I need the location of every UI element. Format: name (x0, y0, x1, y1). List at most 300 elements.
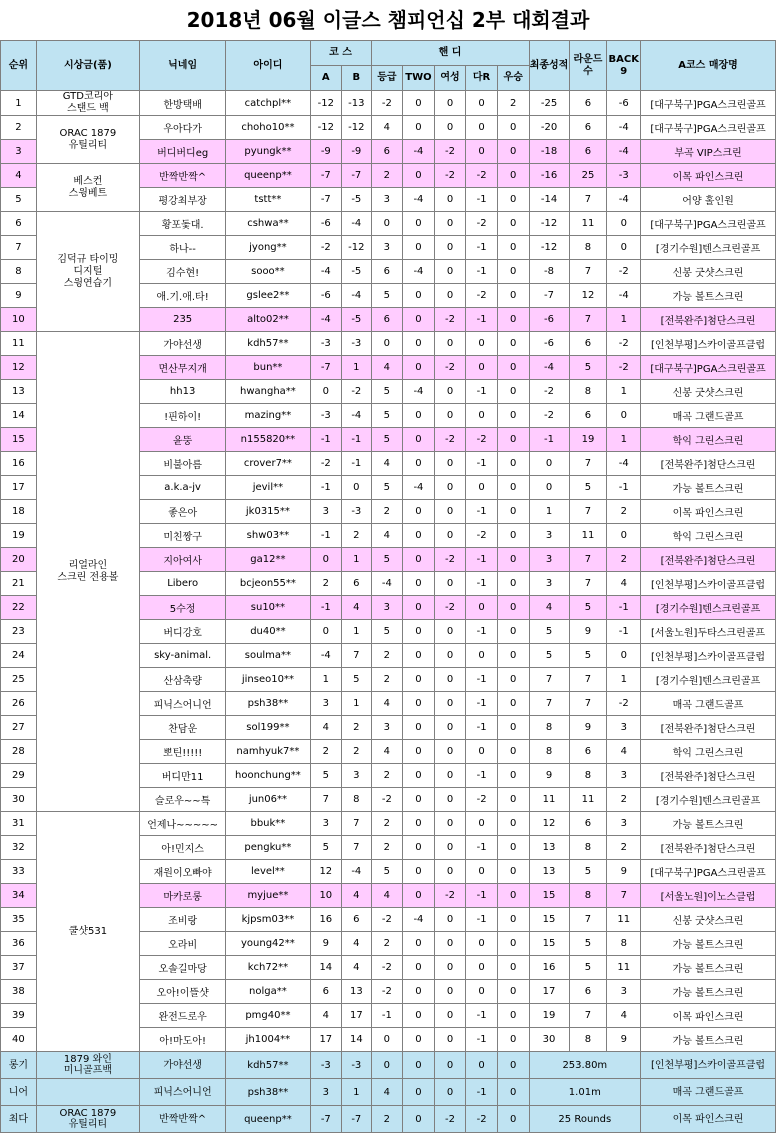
cell-female: 0 (434, 212, 466, 236)
cell-rank: 38 (1, 980, 37, 1004)
cell-grade: 2 (371, 836, 403, 860)
cell-rank: 11 (1, 332, 37, 356)
cell-dr: 0 (466, 956, 498, 980)
cell-female: 0 (434, 692, 466, 716)
cell-user-id: cshwa** (226, 212, 310, 236)
cell-course-b: -4 (342, 860, 371, 884)
cell-user-id: bbuk** (226, 812, 310, 836)
cell-grade: 2 (371, 668, 403, 692)
cell-rounds: 7 (569, 308, 607, 332)
cell-rounds: 12 (569, 284, 607, 308)
cell-dr: 0 (466, 812, 498, 836)
cell-final: 17 (529, 980, 569, 1004)
cell-rounds: 11 (569, 788, 607, 812)
cell-female: 0 (434, 284, 466, 308)
cell-user-id: bun** (226, 356, 310, 380)
cell-course-b: 7 (342, 836, 371, 860)
cell-grade: 4 (371, 452, 403, 476)
cell-course-a: 3 (310, 692, 342, 716)
cell-nickname: 우아다가 (139, 116, 225, 140)
cell-female: -2 (434, 1106, 466, 1133)
cell-win: 0 (497, 116, 529, 140)
cell-course-b: 14 (342, 1028, 371, 1052)
table-row (1, 91, 776, 116)
cell-rank: 4 (1, 164, 37, 188)
cell-two: 0 (403, 452, 435, 476)
cell-female: 0 (434, 452, 466, 476)
cell-grade: 2 (371, 644, 403, 668)
cell-two: 0 (403, 524, 435, 548)
cell-female: 0 (434, 500, 466, 524)
cell-b: -3 (342, 1052, 371, 1079)
cell-dr: 0 (466, 356, 498, 380)
cell-two: 0 (403, 284, 435, 308)
cell-nickname: 5수정 (139, 596, 225, 620)
cell-female: 0 (434, 812, 466, 836)
cell-nickname: 오라비 (139, 932, 225, 956)
cell-rounds: 8 (569, 1028, 607, 1052)
cell-user-id: pengku** (226, 836, 310, 860)
header-grade: 등급 (371, 66, 403, 91)
cell-course-a: 0 (310, 620, 342, 644)
cell-course-b: 4 (342, 956, 371, 980)
cell-final: -2 (529, 380, 569, 404)
cell-user-id: choho10** (226, 116, 310, 140)
cell-store: [경기수원]텐스크린골프 (641, 668, 776, 692)
cell-two: 0 (403, 620, 435, 644)
cell-final: -14 (529, 188, 569, 212)
cell-rounds: 8 (569, 884, 607, 908)
cell-win: 0 (497, 356, 529, 380)
cell-rank: 12 (1, 356, 37, 380)
cell-nickname: 마카로롱 (139, 884, 225, 908)
header-win: 우승 (497, 66, 529, 91)
cell-a: -7 (310, 1106, 342, 1133)
cell-dr: -1 (466, 308, 498, 332)
cell-female: 0 (434, 740, 466, 764)
cell-award-result: 1.01m (529, 1079, 641, 1106)
cell-store: 학익 그린스크린 (641, 740, 776, 764)
cell-final: 19 (529, 1004, 569, 1028)
cell-store: 매곡 그랜드골프 (641, 692, 776, 716)
cell-two: 0 (403, 884, 435, 908)
cell-prize: GTD코리아 스탠드 백 (36, 91, 139, 116)
cell-store: 가능 볼트스크린 (641, 956, 776, 980)
header-rank: 순위 (1, 41, 37, 91)
cell-female: -2 (434, 884, 466, 908)
table-row (1, 164, 776, 188)
cell-store: [전북완주]첨단스크린 (641, 716, 776, 740)
cell-grade: 4 (371, 884, 403, 908)
cell-dr: -2 (466, 164, 498, 188)
cell-dr: -1 (466, 380, 498, 404)
cell-two: -4 (403, 140, 435, 164)
header-dr: 다R (466, 66, 498, 91)
cell-rounds: 6 (569, 980, 607, 1004)
cell-dr: -1 (466, 452, 498, 476)
cell-rounds: 7 (569, 908, 607, 932)
cell-female: 0 (434, 956, 466, 980)
cell-rounds: 5 (569, 476, 607, 500)
cell-grade: 6 (371, 308, 403, 332)
cell-female: 0 (434, 116, 466, 140)
cell-prize (36, 1079, 139, 1106)
cell-store: 매곡 그랜드골프 (641, 1079, 776, 1106)
cell-nickname: 슬로우~~특 (139, 788, 225, 812)
cell-two: 0 (403, 236, 435, 260)
cell-female: 0 (434, 668, 466, 692)
cell-nickname: 버디만11 (139, 764, 225, 788)
cell-course-b: 4 (342, 596, 371, 620)
cell-win: 0 (497, 212, 529, 236)
cell-course-b: -5 (342, 188, 371, 212)
cell-back9: -2 (607, 356, 641, 380)
cell-rounds: 6 (569, 812, 607, 836)
cell-course-a: 2 (310, 572, 342, 596)
cell-rank: 15 (1, 428, 37, 452)
cell-prize: 1879 와인 미니골프백 (36, 1052, 139, 1079)
cell-rounds: 5 (569, 956, 607, 980)
cell-course-b: 17 (342, 1004, 371, 1028)
cell-rank: 28 (1, 740, 37, 764)
cell-final: -20 (529, 116, 569, 140)
cell-store: 부곡 VIP스크린 (641, 140, 776, 164)
cell-back9: 2 (607, 548, 641, 572)
cell-nickname: 조비랑 (139, 908, 225, 932)
cell-user-id: tstt** (226, 188, 310, 212)
cell-user-id: alto02** (226, 308, 310, 332)
cell-user-id: myjue** (226, 884, 310, 908)
cell-female: -2 (434, 140, 466, 164)
cell-two: 0 (403, 500, 435, 524)
cell-grade: 3 (371, 716, 403, 740)
cell-dr: -1 (466, 1079, 498, 1106)
cell-female: 0 (434, 788, 466, 812)
cell-rounds: 7 (569, 668, 607, 692)
cell-nickname: 한방택배 (139, 91, 225, 116)
cell-back9: 2 (607, 788, 641, 812)
header-female: 여성 (434, 66, 466, 91)
cell-rounds: 11 (569, 524, 607, 548)
cell-dr: -1 (466, 884, 498, 908)
cell-win: 0 (497, 308, 529, 332)
cell-rounds: 5 (569, 596, 607, 620)
cell-rounds: 7 (569, 500, 607, 524)
cell-rounds: 9 (569, 620, 607, 644)
cell-nickname: a.k.a-jv (139, 476, 225, 500)
cell-nickname: 재원이오빠야 (139, 860, 225, 884)
cell-nickname: 가야선생 (139, 332, 225, 356)
cell-final: 7 (529, 668, 569, 692)
cell-win: 0 (497, 836, 529, 860)
cell-user-id: sooo** (226, 260, 310, 284)
cell-win: 0 (497, 980, 529, 1004)
cell-user-id: young42** (226, 932, 310, 956)
cell-user-id: jk0315** (226, 500, 310, 524)
cell-rounds: 11 (569, 212, 607, 236)
cell-dr: -1 (466, 572, 498, 596)
cell-rounds: 7 (569, 188, 607, 212)
special-award-row (1, 1079, 776, 1106)
cell-user-id: hoonchung** (226, 764, 310, 788)
cell-rounds: 6 (569, 116, 607, 140)
header-course-a: A (310, 66, 342, 91)
cell-rank: 23 (1, 620, 37, 644)
cell-grade: 5 (371, 476, 403, 500)
header-handicap: 핸 디 (371, 41, 529, 66)
cell-course-a: -1 (310, 596, 342, 620)
cell-dr: 0 (466, 140, 498, 164)
cell-nickname: Libero (139, 572, 225, 596)
cell-store: [서울노원]이노스클럽 (641, 884, 776, 908)
cell-prize: 쿨샷531 (36, 812, 139, 1052)
cell-nickname: 오솔길마당 (139, 956, 225, 980)
cell-store: [서울노원]두타스크린골프 (641, 620, 776, 644)
cell-rank: 8 (1, 260, 37, 284)
cell-course-b: -2 (342, 380, 371, 404)
cell-course-a: 14 (310, 956, 342, 980)
cell-dr: 0 (466, 596, 498, 620)
cell-rounds: 6 (569, 740, 607, 764)
cell-course-a: 6 (310, 980, 342, 1004)
cell-store: 매곡 그랜드골프 (641, 404, 776, 428)
cell-win: 0 (497, 1079, 529, 1106)
cell-user-id: jh1004** (226, 1028, 310, 1052)
cell-award-label: 롱기 (1, 1052, 37, 1079)
cell-win: 0 (497, 596, 529, 620)
cell-rounds: 8 (569, 764, 607, 788)
cell-rank: 32 (1, 836, 37, 860)
cell-final: 7 (529, 692, 569, 716)
table-row (1, 812, 776, 836)
cell-dr: -2 (466, 428, 498, 452)
cell-dr: -1 (466, 668, 498, 692)
cell-user-id: kdh57** (226, 332, 310, 356)
cell-course-b: -3 (342, 500, 371, 524)
cell-course-b: -5 (342, 260, 371, 284)
cell-grade: 6 (371, 140, 403, 164)
cell-prize: 김덕규 타이밍 디지털 스윙연습기 (36, 212, 139, 332)
cell-award-label: 최다 (1, 1106, 37, 1133)
cell-female: -2 (434, 164, 466, 188)
cell-prize: ORAC 1879 유틸리티 (36, 1106, 139, 1133)
cell-nickname: hh13 (139, 380, 225, 404)
cell-win: 0 (497, 500, 529, 524)
cell-back9: -2 (607, 332, 641, 356)
cell-female: 0 (434, 932, 466, 956)
cell-female: 0 (434, 1079, 466, 1106)
cell-user-id: jevil** (226, 476, 310, 500)
cell-two: 0 (403, 308, 435, 332)
cell-win: 0 (497, 140, 529, 164)
cell-grade: 5 (371, 404, 403, 428)
cell-grade: 2 (371, 500, 403, 524)
header-id: 아이디 (226, 41, 310, 91)
cell-back9: -4 (607, 116, 641, 140)
cell-id: kdh57** (226, 1052, 310, 1079)
cell-nickname: 면산무지개 (139, 356, 225, 380)
cell-rank: 37 (1, 956, 37, 980)
cell-win: 2 (497, 91, 529, 116)
cell-win: 0 (497, 404, 529, 428)
cell-final: 30 (529, 1028, 569, 1052)
cell-course-b: -12 (342, 236, 371, 260)
cell-grade: 0 (371, 332, 403, 356)
cell-store: 신봉 굿샷스크린 (641, 380, 776, 404)
cell-nickname: 산삼축량 (139, 668, 225, 692)
cell-course-a: -1 (310, 428, 342, 452)
cell-course-a: 3 (310, 500, 342, 524)
cell-course-b: 2 (342, 524, 371, 548)
page-title: 2018년 06월 이글스 챔피언십 2부 대회결과 (186, 8, 590, 32)
cell-user-id: su10** (226, 596, 310, 620)
cell-course-b: -1 (342, 428, 371, 452)
cell-rank: 29 (1, 764, 37, 788)
cell-grade: 4 (371, 692, 403, 716)
cell-final: -18 (529, 140, 569, 164)
cell-user-id: bcjeon55** (226, 572, 310, 596)
cell-nickname: 뽀틴!!!!! (139, 740, 225, 764)
cell-final: 15 (529, 932, 569, 956)
cell-nickname: 황포돛대. (139, 212, 225, 236)
cell-rounds: 7 (569, 548, 607, 572)
cell-dr: -1 (466, 500, 498, 524)
cell-store: 가능 볼트스크린 (641, 932, 776, 956)
cell-nickname: 언제나~~~~~ (139, 812, 225, 836)
cell-final: 15 (529, 908, 569, 932)
cell-female: 0 (434, 524, 466, 548)
cell-win: 0 (497, 644, 529, 668)
cell-rounds: 6 (569, 404, 607, 428)
cell-store: 신봉 굿샷스크린 (641, 908, 776, 932)
cell-female: 0 (434, 860, 466, 884)
cell-dr: 0 (466, 644, 498, 668)
cell-store: 가능 볼트스크린 (641, 476, 776, 500)
cell-nickname: 버디버디eg (139, 140, 225, 164)
cell-rank: 35 (1, 908, 37, 932)
cell-final: -25 (529, 91, 569, 116)
cell-dr: -1 (466, 716, 498, 740)
cell-course-a: -3 (310, 404, 342, 428)
cell-female: 0 (434, 1004, 466, 1028)
cell-grade: 4 (371, 1079, 403, 1106)
cell-rounds: 7 (569, 452, 607, 476)
cell-rank: 39 (1, 1004, 37, 1028)
cell-id: queenp** (226, 1106, 310, 1133)
cell-win: 0 (497, 860, 529, 884)
cell-back9: 11 (607, 908, 641, 932)
cell-female: 0 (434, 260, 466, 284)
cell-course-a: 0 (310, 548, 342, 572)
cell-user-id: level** (226, 860, 310, 884)
cell-rank: 1 (1, 91, 37, 116)
cell-grade: 3 (371, 188, 403, 212)
cell-course-a: 12 (310, 860, 342, 884)
cell-dr: -1 (466, 908, 498, 932)
cell-two: 0 (403, 1028, 435, 1052)
cell-final: -4 (529, 356, 569, 380)
cell-course-a: -7 (310, 164, 342, 188)
cell-store: [대구북구]PGA스크린골프 (641, 212, 776, 236)
cell-win: 0 (497, 908, 529, 932)
cell-course-a: 1 (310, 668, 342, 692)
cell-grade: -2 (371, 980, 403, 1004)
cell-store: 가능 볼트스크린 (641, 980, 776, 1004)
cell-nickname: 미친짱구 (139, 524, 225, 548)
cell-female: 0 (434, 476, 466, 500)
cell-course-b: 6 (342, 908, 371, 932)
cell-female: 0 (434, 332, 466, 356)
cell-rank: 7 (1, 236, 37, 260)
cell-course-a: -3 (310, 332, 342, 356)
cell-back9: 3 (607, 764, 641, 788)
cell-two: 0 (403, 812, 435, 836)
cell-dr: -1 (466, 1004, 498, 1028)
cell-female: 0 (434, 1028, 466, 1052)
cell-rank: 40 (1, 1028, 37, 1052)
cell-final: 13 (529, 836, 569, 860)
cell-nickname: 찬담운 (139, 716, 225, 740)
cell-grade: 3 (371, 596, 403, 620)
cell-dr: -1 (466, 692, 498, 716)
cell-two: 0 (403, 956, 435, 980)
cell-grade: 2 (371, 164, 403, 188)
cell-course-b: 1 (342, 548, 371, 572)
cell-two: 0 (403, 1004, 435, 1028)
cell-back9: 2 (607, 500, 641, 524)
cell-course-b: 1 (342, 692, 371, 716)
cell-final: 9 (529, 764, 569, 788)
cell-two: 0 (403, 788, 435, 812)
cell-grade: 5 (371, 548, 403, 572)
cell-back9: 9 (607, 1028, 641, 1052)
cell-back9: -3 (607, 164, 641, 188)
cell-store: 신봉 굿샷스크린 (641, 260, 776, 284)
cell-back9: -2 (607, 260, 641, 284)
cell-award-result: 25 Rounds (529, 1106, 641, 1133)
cell-rank: 5 (1, 188, 37, 212)
cell-rounds: 5 (569, 356, 607, 380)
cell-course-a: -2 (310, 452, 342, 476)
cell-win: 0 (497, 932, 529, 956)
cell-store: [경기수원]텐스크린골프 (641, 596, 776, 620)
cell-two: 0 (403, 91, 435, 116)
cell-dr: 0 (466, 116, 498, 140)
cell-back9: -4 (607, 140, 641, 164)
header-back9: BACK9 (607, 41, 641, 91)
cell-course-a: 4 (310, 1004, 342, 1028)
cell-course-a: -4 (310, 260, 342, 284)
cell-user-id: jun06** (226, 788, 310, 812)
cell-course-a: 17 (310, 1028, 342, 1052)
cell-user-id: jyong** (226, 236, 310, 260)
cell-two: 0 (403, 596, 435, 620)
cell-dr: -2 (466, 788, 498, 812)
cell-store: [인천부평]스카이골프클럽 (641, 332, 776, 356)
cell-win: 0 (497, 524, 529, 548)
cell-rank: 34 (1, 884, 37, 908)
cell-female: 0 (434, 572, 466, 596)
cell-course-b: 7 (342, 812, 371, 836)
cell-female: -2 (434, 548, 466, 572)
cell-user-id: pmg40** (226, 1004, 310, 1028)
cell-grade: -1 (371, 1004, 403, 1028)
cell-dr: -2 (466, 212, 498, 236)
cell-course-b: 5 (342, 668, 371, 692)
cell-store: [인천부평]스카이골프클럽 (641, 1052, 776, 1079)
cell-rank: 22 (1, 596, 37, 620)
cell-final: 15 (529, 884, 569, 908)
